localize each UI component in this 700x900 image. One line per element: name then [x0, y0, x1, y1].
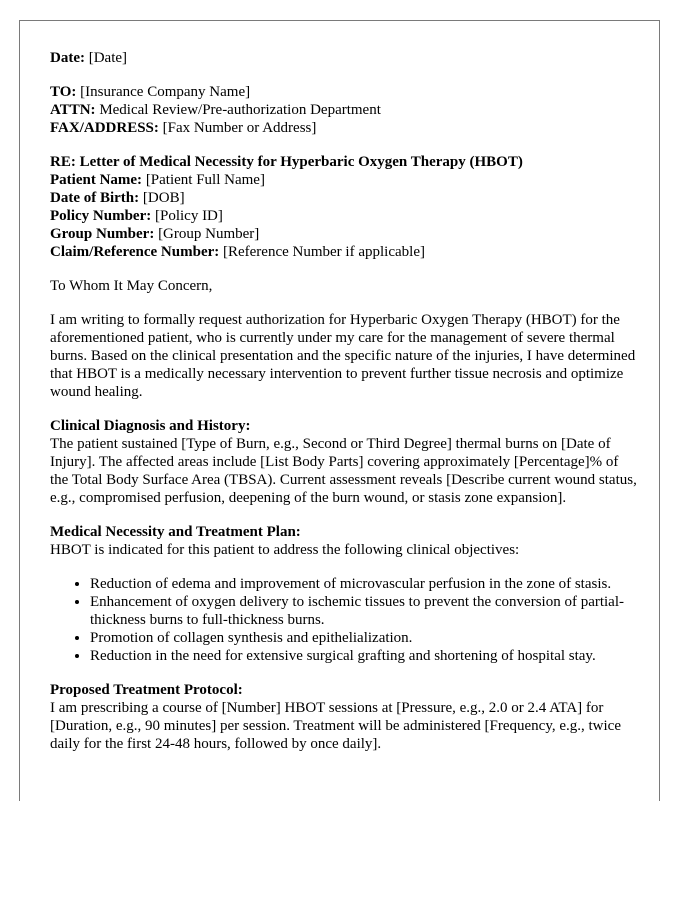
intro-paragraph: I am writing to formally request authorization for Hyperbaric Oxygen Therapy (HBOT) for the aforementioned patient, who is currently under my care for the management of severe thermal burns. Based on the clinical presentation and the specific nature of the injuries, I have determined that HBOT is a medically necessary intervention to prevent further tissue necrosis and optimize wound healing. [50, 312, 636, 400]
patient-name-label: Patient Name: [50, 172, 143, 188]
letter-page [19, 20, 660, 801]
dob-label: Date of Birth: [50, 190, 140, 206]
group-line [50, 225, 640, 243]
protocol-heading [50, 681, 640, 699]
to-line [50, 83, 640, 101]
policy-line [50, 207, 640, 225]
necessity-section [50, 523, 640, 665]
diagnosis-section [50, 417, 640, 507]
attn-label: ATTN: [50, 102, 96, 118]
diagnosis-text: The patient sustained [Type of Burn, e.g., Second or Third Degree] thermal burns on [Date of Injury]. The affected areas include [List Body Parts] covering approximately [Percentage]% of the Total Body Surface Area (TBSA). Current assessment reveals [Describe current wound status, e.g., compromised perfusion, deepening of the burn wound, or stasis zone expansion]. [50, 436, 637, 506]
policy-value: [Policy ID] [154, 208, 223, 224]
list-item: • Reduction in the need for extensive surgical grafting and shortening of hospital stay. [90, 647, 640, 665]
claim-line [50, 243, 640, 261]
protocol-heading-text: Proposed Treatment Protocol: [50, 682, 243, 698]
diagnosis-heading [50, 417, 640, 435]
group-label: Group Number: [50, 226, 155, 242]
objectives-list [50, 575, 640, 665]
claim-label: Claim/Reference Number: [50, 244, 220, 260]
necessity-heading [50, 523, 640, 541]
salutation: To Whom It May Concern, [50, 278, 213, 294]
re-block [50, 153, 640, 261]
date-value: [Date] [88, 50, 128, 66]
fax-value: [Fax Number or Address] [162, 120, 317, 136]
group-value: [Group Number] [158, 226, 260, 242]
diagnosis-heading-text: Clinical Diagnosis and History: [50, 418, 251, 434]
letter-content [50, 49, 640, 753]
re-subject-text: RE: Letter of Medical Necessity for Hyperbaric Oxygen Therapy (HBOT) [50, 154, 523, 170]
protocol-section [50, 681, 640, 753]
patient-name-line [50, 171, 640, 189]
patient-name-value: [Patient Full Name] [145, 172, 265, 188]
list-item: • Reduction of edema and improvement of microvascular perfusion in the zone of stasis. [90, 575, 640, 593]
policy-label: Policy Number: [50, 208, 152, 224]
necessity-text: HBOT is indicated for this patient to address the following clinical objectives: [50, 542, 520, 558]
list-item: • Enhancement of oxygen delivery to ischemic tissues to prevent the conversion of partial-thickness burns to full-thickness burns. [90, 593, 640, 629]
recipient-block [50, 83, 640, 137]
to-label: TO: [50, 84, 77, 100]
necessity-heading-text: Medical Necessity and Treatment Plan: [50, 524, 301, 540]
attn-value: Medical Review/Pre-authorization Department [99, 102, 381, 118]
re-subject [50, 153, 640, 171]
claim-value: [Reference Number if applicable] [223, 244, 425, 260]
dob-line [50, 189, 640, 207]
attn-line [50, 101, 640, 119]
date-label: Date: [50, 50, 85, 66]
to-value: [Insurance Company Name] [80, 84, 251, 100]
fax-label: FAX/ADDRESS: [50, 120, 159, 136]
protocol-text: I am prescribing a course of [Number] HBOT sessions at [Pressure, e.g., 2.0 or 2.4 ATA] for [Duration, e.g., 90 minutes] per session. Treatment will be administered [Frequency, e.g., twice daily for the first 24-48 hours, followed by once daily]. [50, 700, 621, 752]
list-item: • Promotion of collagen synthesis and epithelialization. [90, 629, 640, 647]
date-line [50, 49, 640, 67]
dob-value: [DOB] [142, 190, 185, 206]
fax-line [50, 119, 640, 137]
